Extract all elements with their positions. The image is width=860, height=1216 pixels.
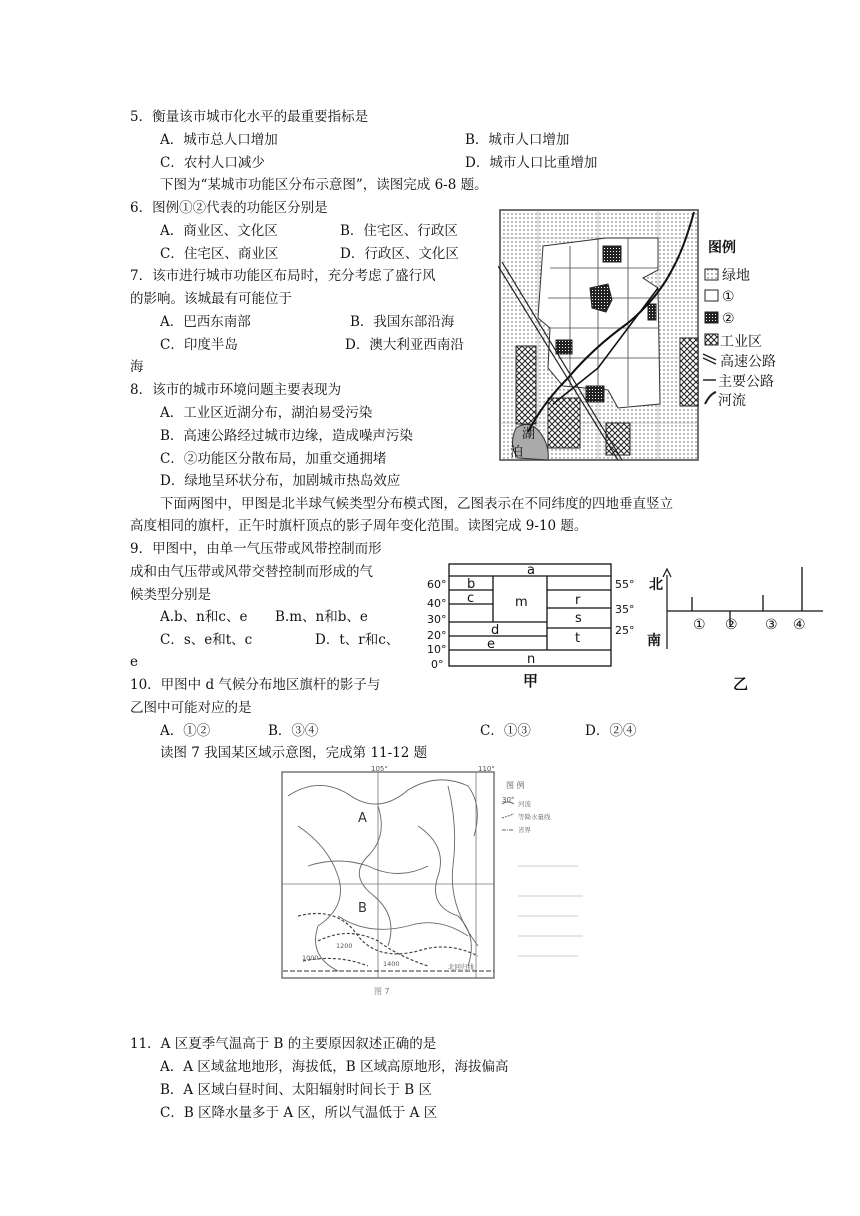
legend-zone1-icon: [705, 290, 718, 301]
legend-zone2-icon: [705, 312, 718, 323]
legend-label: 高速公路: [720, 354, 776, 370]
q7-option-b: B．我国东部沿海: [350, 314, 455, 330]
region-a-label: A: [358, 811, 367, 826]
q7-option-d-wrap: 海: [130, 359, 144, 375]
legend-industrial-icon: [705, 334, 718, 345]
climate-cell-d: d: [491, 623, 500, 638]
lat-label-left: 30°: [427, 613, 447, 626]
lat-label: 30°: [502, 796, 515, 804]
climate-cell-b: b: [467, 577, 476, 592]
legend-river-icon: [705, 392, 716, 404]
q9-stem-line1: 9．甲图中，由单一气压带或风带控制而形: [130, 541, 382, 557]
legend-label: 绿地: [722, 268, 750, 284]
industrial-zone: [548, 398, 580, 448]
lat-label-left: 20°: [427, 629, 447, 642]
q6-option-c: C．住宅区、商业区: [160, 246, 279, 262]
q9-option-d: D．t、r和c、: [315, 632, 400, 648]
climate-cell-s: s: [575, 611, 582, 626]
lat-label-left: 0°: [431, 658, 444, 671]
fig7-legend-label: 河流: [518, 800, 531, 808]
fig7-legend-label: 省界: [518, 826, 531, 834]
q9-option-c: C．s、e和t、c: [160, 632, 253, 648]
q10-option-b: B．③④: [268, 723, 319, 739]
lon-label: 110°: [478, 766, 495, 773]
climate-cell-t: t: [575, 631, 581, 646]
q10-option-a: A．①②: [160, 723, 211, 739]
q9-option-b: B.m、n和b、e: [275, 609, 368, 625]
q10-stem-line2: 乙图中可能对应的是: [130, 700, 252, 716]
q11-option-c: C．B 区降水量多于 A 区，所以气温低于 A 区: [160, 1105, 438, 1121]
q7-option-c: C．印度半岛: [160, 337, 238, 353]
fig7-caption: 图 7: [374, 987, 390, 996]
lat-label-left: 60°: [427, 578, 447, 591]
q7-stem-line2: 的影响。该城最有可能位于: [130, 291, 292, 307]
lat-label-left: 10°: [427, 643, 447, 656]
legend-label: 主要公路: [718, 374, 774, 390]
q5-option-d: D．城市人口比重增加: [465, 155, 598, 171]
south-label: 南: [647, 633, 661, 649]
lat-label-right: 35°: [615, 603, 635, 616]
q7-option-d: D．澳大利亚西南沿: [345, 337, 464, 353]
lat-label-left: 40°: [427, 597, 447, 610]
q10-option-c: C．①③: [480, 723, 531, 739]
figure7-region-map: [278, 766, 590, 1002]
q8-option-b: B．高速公路经过城市边缘，造成噪声污染: [160, 428, 413, 444]
q6-option-d: D．行政区、文化区: [340, 246, 459, 262]
intro-6-8: 下图为“某城市功能区分布示意图”，读图完成 6-8 题。: [160, 177, 488, 193]
q8-option-d: D．绿地呈环状分布，加剧城市热岛效应: [160, 473, 401, 489]
climate-cell-a: a: [527, 563, 535, 578]
industrial-zone: [516, 346, 536, 424]
q5-option-b: B．城市人口增加: [465, 132, 570, 148]
chart-caption-yi: 乙: [733, 675, 749, 690]
q8-option-c: C．②功能区分散布局，加重交通拥堵: [160, 451, 387, 467]
intro-9-10-line2: 高度相同的旗杆，正午时旗杆顶点的影子周年变化范围。读图完成 9-10 题。: [130, 518, 588, 534]
zone-2-block: [556, 340, 572, 354]
isohyet-label: 1200: [336, 942, 353, 950]
q5-option-c: C．农村人口减少: [160, 155, 265, 171]
legend-highway-icon: [703, 354, 716, 364]
q5-option-a: A．城市总人口增加: [160, 132, 278, 148]
lake-label: 泊: [510, 445, 524, 460]
legend-label: ①: [722, 289, 735, 305]
lake-label: 湖: [522, 427, 536, 442]
q7-stem-line1: 7．该市进行城市功能区布局时，充分考虑了盛行风: [130, 268, 436, 284]
fig7-legend-title: 图 例: [506, 781, 525, 790]
q10-stem-line1: 10．甲图中 d 气候分布地区旗杆的影子与: [130, 677, 381, 693]
q9-option-d-wrap: e: [130, 654, 138, 670]
q11-option-a: A．A 区域盆地地形，海拔低，B 区域高原地形，海拔偏高: [160, 1059, 509, 1075]
legend-label: ②: [722, 311, 735, 327]
lat-label-right: 55°: [615, 578, 635, 591]
region-b-label: B: [358, 901, 367, 916]
q6-stem: 6．图例①②代表的功能区分别是: [130, 200, 328, 216]
lon-label: 105°: [371, 766, 388, 773]
shadow-mark-2: ②: [725, 617, 738, 633]
q10-option-d: D．②④: [585, 723, 637, 739]
q11-stem: 11．A 区夏季气温高于 B 的主要原因叙述正确的是: [130, 1036, 437, 1052]
q11-option-b: B．A 区域白昼时间、太阳辐射时间长于 B 区: [160, 1082, 432, 1098]
climate-pattern-chart: [425, 560, 645, 690]
legend-label: 河流: [718, 393, 746, 409]
climate-cell-m: m: [515, 595, 528, 610]
q6-option-a: A．商业区、文化区: [160, 223, 278, 239]
flagpole-shadow-chart: [645, 565, 825, 690]
chart-caption-jia: 甲: [523, 672, 539, 690]
shadow-mark-1: ①: [693, 617, 706, 633]
tropic-label: 北回归线: [448, 963, 474, 971]
legend-label: 工业区: [720, 334, 762, 350]
zone-2-block: [586, 386, 604, 402]
climate-cell-c: c: [467, 591, 475, 606]
map-legend-title: 图例: [708, 240, 736, 256]
q9-stem-line3: 候类型分别是: [130, 587, 211, 603]
climate-cell-r: r: [575, 593, 581, 608]
q9-stem-line2: 成和由气压带或风带交替控制而形成的气: [130, 564, 373, 580]
isohyet-label: 1400: [383, 960, 400, 968]
lat-label-right: 25°: [615, 624, 635, 637]
shadow-mark-3: ③: [765, 617, 778, 633]
intro-9-10-line1: 下面两图中，甲图是北半球气候类型分布模式图，乙图表示在不同纬度的四地垂直竖立: [160, 496, 673, 512]
city-function-map: [498, 208, 798, 464]
q6-option-b: B．住宅区、行政区: [340, 223, 458, 239]
q8-stem: 8．该市的城市环境问题主要表现为: [130, 382, 342, 398]
industrial-zone: [680, 338, 698, 406]
fig7-legend-label: 等降水量线: [518, 813, 551, 821]
climate-cell-e: e: [487, 637, 495, 652]
q7-option-a: A．巴西东南部: [160, 314, 251, 330]
intro-11-12: 读图 7 我国某区域示意图，完成第 11-12 题: [160, 745, 428, 761]
zone-2-block: [603, 246, 621, 262]
q8-option-a: A．工业区近湖分布，湖泊易受污染: [160, 405, 373, 421]
q9-option-a: A.b、n和c、e: [160, 609, 248, 625]
north-label: 北: [649, 577, 663, 593]
climate-cell-n: n: [527, 652, 536, 667]
legend-green-icon: [705, 269, 718, 280]
q5-stem: 5．衡量该市城市化水平的最重要指标是: [130, 109, 369, 125]
isohyet-label: 1000: [302, 954, 319, 962]
shadow-mark-4: ④: [793, 617, 806, 633]
zone-2-block: [648, 304, 656, 320]
